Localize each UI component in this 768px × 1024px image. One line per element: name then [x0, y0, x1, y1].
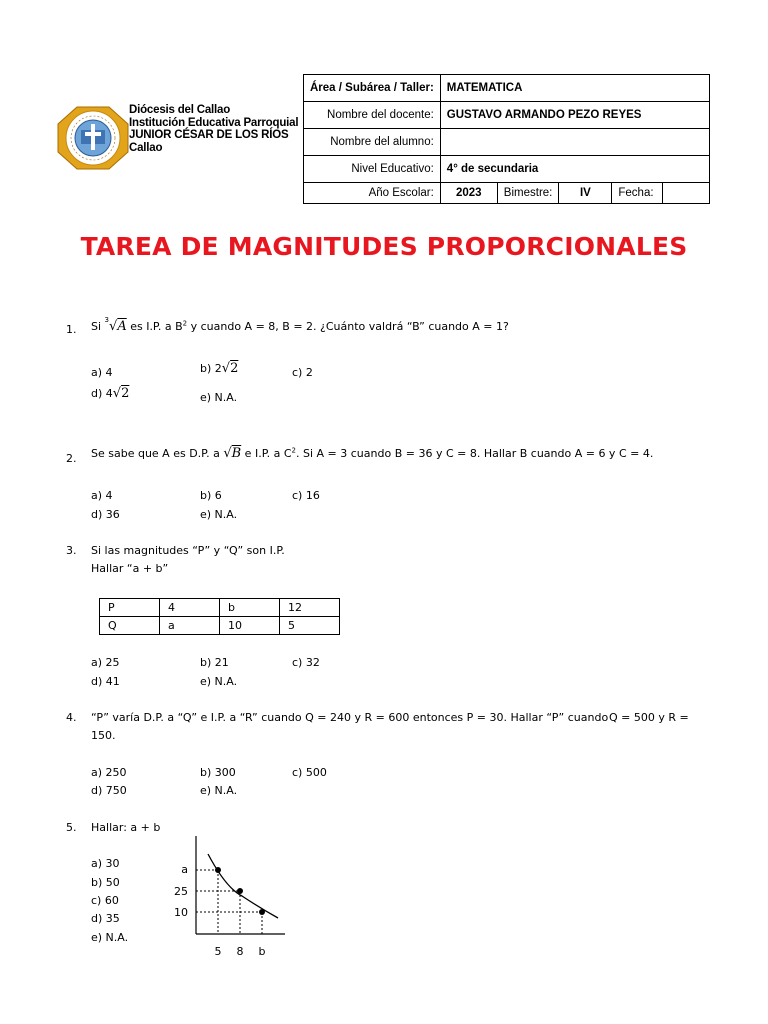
q3-number: 3. — [66, 544, 77, 557]
q1-option-d-text: d) 4 — [91, 387, 113, 400]
level-label: Nivel Educativo: — [304, 156, 441, 183]
q1-statement — [91, 316, 509, 334]
q1-radicand: A — [117, 319, 127, 334]
table-cell: P — [100, 599, 160, 617]
graph-x-label: 8 — [236, 945, 244, 958]
table-row — [100, 617, 340, 635]
q3-option-c: c) 32 — [292, 656, 320, 669]
q1-number: 1. — [66, 323, 77, 336]
q1-option-a: a) 4 — [91, 366, 113, 379]
date-field[interactable] — [663, 183, 710, 204]
level-value: 4° de secundaria — [440, 156, 709, 183]
root-sign: √ — [223, 446, 232, 461]
q3-option-e: e) N.A. — [200, 675, 238, 688]
q2-pre: Se sabe que A es D.P. a — [91, 447, 224, 460]
year-label: Año Escolar: — [304, 183, 441, 204]
q4-line-1b: Q = 500 y R = — [609, 711, 689, 724]
info-table — [303, 74, 710, 204]
school-line-3: JUNIOR CÉSAR DE LOS RÍOS — [129, 129, 289, 141]
year-value: 2023 — [440, 183, 497, 204]
q1-root-index: 3 — [104, 316, 110, 325]
date-label: Fecha: — [612, 183, 663, 204]
student-field[interactable] — [440, 129, 709, 156]
school-line-1: Diócesis del Callao — [129, 104, 231, 116]
term-label: Bimestre: — [497, 183, 559, 204]
table-cell: 12 — [280, 599, 340, 617]
q2-exp: 2 — [291, 446, 296, 455]
q1-exp: 2 — [182, 319, 188, 328]
q5-option-e: e) N.A. — [91, 931, 129, 944]
q2-option-c: c) 16 — [292, 489, 320, 502]
q1-option-b-text: b) 2 — [200, 362, 222, 375]
q3-table — [99, 598, 340, 635]
q2-option-e: e) N.A. — [200, 508, 238, 521]
area-value: MATEMATICA — [440, 75, 709, 102]
root-sign: √ — [221, 361, 231, 376]
school-line-2: Institución Educativa Parroquial — [129, 116, 299, 129]
graph-point — [215, 867, 221, 873]
q2-mid: e I.P. a C — [241, 447, 292, 460]
table-cell: 4 — [160, 599, 220, 617]
graph-y-label: a — [181, 863, 188, 876]
q1-option-b — [200, 361, 238, 376]
q4-line-1: “P” varía D.P. a “Q” e I.P. a “R” cuando Q = 240 y R = 600 entonces P = 30. Hallar “P” cuando — [91, 711, 609, 724]
q5-line-1: Hallar: a + b — [91, 821, 161, 834]
table-row — [100, 599, 340, 617]
q1-option-b-radicand: 2 — [230, 361, 239, 376]
q3-line-2: Hallar “a + b” — [91, 562, 169, 575]
q5-option-c: c) 60 — [91, 894, 119, 907]
q2-option-d: d) 36 — [91, 508, 120, 521]
graph-point — [259, 909, 265, 915]
q4-number: 4. — [66, 711, 77, 724]
q2-option-a: a) 4 — [91, 489, 113, 502]
q4-option-c: c) 500 — [292, 766, 327, 779]
area-label: Área / Subárea / Taller: — [304, 75, 441, 102]
q5-graph — [160, 830, 300, 965]
table-cell: a — [160, 617, 220, 635]
school-logo — [57, 106, 129, 170]
table-cell: b — [220, 599, 280, 617]
student-label: Nombre del alumno: — [304, 129, 441, 156]
graph-y-label: 25 — [174, 885, 188, 898]
graph-point — [237, 888, 243, 894]
q4-option-e: e) N.A. — [200, 784, 238, 797]
q4-option-b: b) 300 — [200, 766, 236, 779]
q3-line-1: Si las magnitudes “P” y “Q” son I.P. — [91, 544, 285, 557]
q5-number: 5. — [66, 821, 77, 834]
q2-number: 2. — [66, 452, 77, 465]
q3-option-b: b) 21 — [200, 656, 229, 669]
term-value: IV — [559, 183, 612, 204]
q5-option-d: d) 35 — [91, 912, 120, 925]
q2-option-b: b) 6 — [200, 489, 222, 502]
table-cell: 5 — [280, 617, 340, 635]
q1-post2: y cuando A = 8, B = 2. ¿Cuánto valdrá “B” cuando A = 1? — [187, 320, 509, 333]
q2-radicand: B — [231, 446, 242, 461]
q1-option-e: e) N.A. — [200, 391, 238, 404]
q1-pre: Si — [91, 320, 105, 333]
q1-option-d-radicand: 2 — [121, 386, 130, 401]
school-line-4: Callao — [129, 141, 163, 154]
page-title: TAREA DE MAGNITUDES PROPORCIONALES — [80, 232, 688, 261]
school-name — [129, 104, 298, 154]
q5-option-b: b) 50 — [91, 876, 120, 889]
q1-option-c: c) 2 — [292, 366, 313, 379]
graph-y-label: 10 — [174, 906, 188, 919]
q2-post: . Si A = 3 cuando B = 36 y C = 8. Hallar B cuando A = 6 y C = 4. — [296, 447, 654, 460]
q5-option-a: a) 30 — [91, 857, 120, 870]
q1-option-d — [91, 386, 129, 401]
q4-option-a: a) 250 — [91, 766, 127, 779]
root-sign: √ — [109, 319, 118, 334]
table-cell: Q — [100, 617, 160, 635]
q3-option-d: d) 41 — [91, 675, 120, 688]
table-cell: 10 — [220, 617, 280, 635]
graph-x-label: 5 — [214, 945, 222, 958]
q2-statement — [91, 446, 653, 461]
graph-x-label: b — [258, 945, 266, 958]
q1-post: es I.P. a B — [126, 320, 183, 333]
q4-line-2: 150. — [91, 729, 116, 742]
teacher-label: Nombre del docente: — [304, 102, 441, 129]
teacher-value: GUSTAVO ARMANDO PEZO REYES — [440, 102, 709, 129]
q4-option-d: d) 750 — [91, 784, 127, 797]
q3-option-a: a) 25 — [91, 656, 120, 669]
root-sign: √ — [112, 386, 122, 401]
